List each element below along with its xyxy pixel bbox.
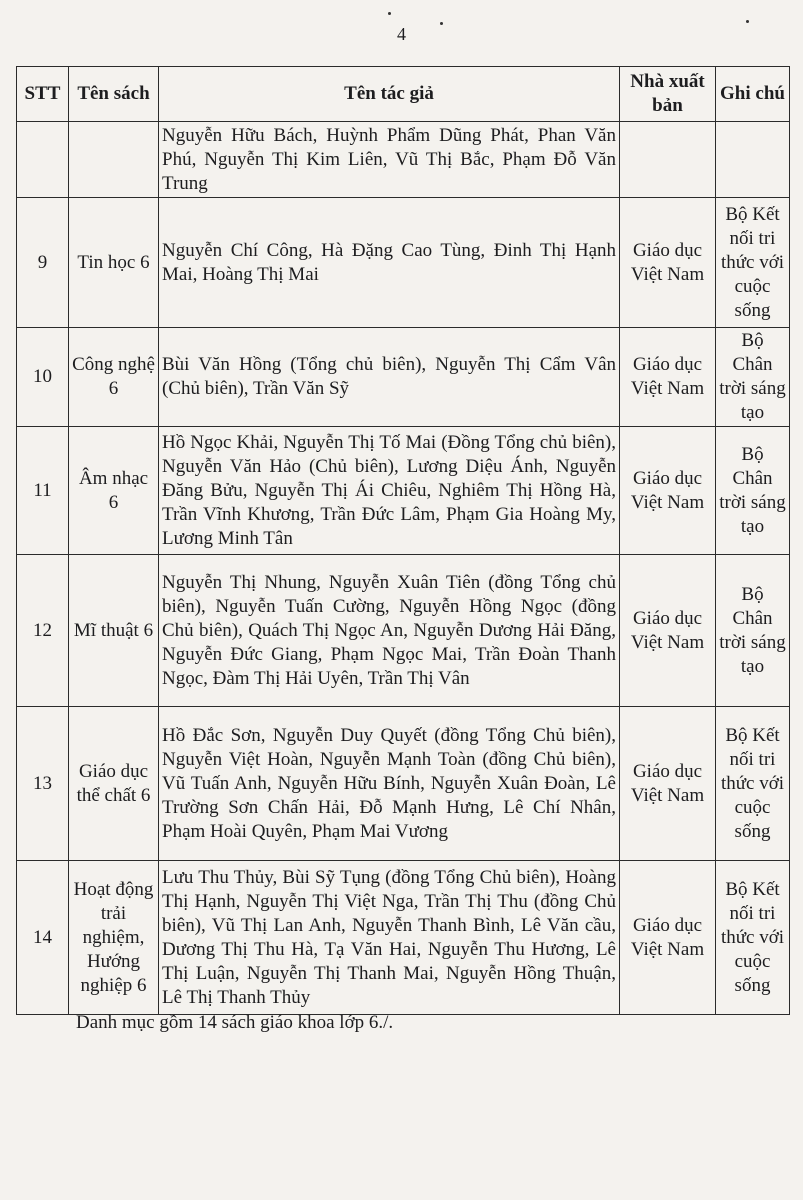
table-row-continued: [17, 122, 790, 198]
authors-cell: Hồ Ngọc Khải, Nguyễn Thị Tố Mai (Đồng Tổng chủ biên), Nguyễn Văn Hảo (Chủ biên), Lương Diệu Ánh, Nguyễn Đăng Bửu, Nguyễn Thị Ái Chiêu, Nghiêm Thị Hồng Hà, Trần Vĩnh Khương, Trần Đức Lâm, Phạm Gia Hoàng My, Lương Minh Tân: [159, 427, 620, 555]
header-book-title: Tên sách: [69, 67, 159, 122]
stt-cell: 9: [17, 198, 69, 328]
table-row: [17, 555, 790, 707]
publisher-cell: Giáo dục Việt Nam: [620, 707, 716, 861]
scan-speck: [388, 12, 391, 15]
header-publisher: Nhà xuất bản: [620, 67, 716, 122]
authors-cell: Bùi Văn Hồng (Tổng chủ biên), Nguyễn Thị Cẩm Vân (Chủ biên), Trần Văn Sỹ: [159, 328, 620, 427]
stt-cell: 12: [17, 555, 69, 707]
note-cell: Bộ Chân trời sáng tạo: [716, 555, 790, 707]
header-stt: STT: [17, 67, 69, 122]
table-row: [17, 427, 790, 555]
note-cell: Bộ Chân trời sáng tạo: [716, 328, 790, 427]
page-number: 4: [397, 24, 406, 44]
note-cell: Bộ Kết nối tri thức với cuộc sống: [716, 198, 790, 328]
authors-cell: Hồ Đắc Sơn, Nguyễn Duy Quyết (đồng Tổng Chủ biên), Nguyễn Việt Hoàn, Nguyễn Mạnh Toàn (đồng Chủ biên), Vũ Tuấn Anh, Nguyễn Hữu Bính, Nguyễn Xuân Đoàn, Lê Trường Sơn Chấn Hải, Đỗ Mạnh Hưng, Lê Chí Nhân, Phạm Hoài Quyên, Phạm Mai Vương: [159, 707, 620, 861]
note-cell: Bộ Chân trời sáng tạo: [716, 427, 790, 555]
header-authors: Tên tác giả: [159, 67, 620, 122]
authors-cell: Lưu Thu Thủy, Bùi Sỹ Tụng (đồng Tổng Chủ biên), Hoàng Thị Hạnh, Nguyễn Thị Việt Nga, Trần Thị Thu (đồng Chủ biên), Vũ Thị Lan Anh, Nguyễn Thanh Bình, Lê Văn cầu, Dương Thị Thu Hà, Tạ Văn Hai, Nguyễn Thu Hương, Lê Thị Luận, Nguyễn Thị Thanh Mai, Nguyễn Hồng Thuận, Lê Thị Thanh Thủy: [159, 861, 620, 1015]
note-cell: [716, 122, 790, 198]
book-title-cell: Âm nhạc 6: [69, 427, 159, 555]
authors-cell: Nguyễn Thị Nhung, Nguyễn Xuân Tiên (đồng Tổng chủ biên), Nguyễn Tuấn Cường, Nguyễn Hồng Ngọc (đồng Chủ biên), Quách Thị Ngọc An, Nguyễn Dương Hải Đăng, Nguyễn Đức Giang, Phạm Ngọc Mai, Trần Đoàn Thanh Ngọc, Đàm Thị Hải Uyên, Trần Thị Vân: [159, 555, 620, 707]
stt-cell: 14: [17, 861, 69, 1015]
book-title-cell: [69, 122, 159, 198]
table-row: [17, 328, 790, 427]
publisher-cell: Giáo dục Việt Nam: [620, 427, 716, 555]
publisher-cell: [620, 122, 716, 198]
catalog-summary: Danh mục gồm 14 sách giáo khoa lớp 6./.: [76, 1012, 394, 1033]
header-note: Ghi chú: [716, 67, 790, 122]
authors-cell: Nguyễn Chí Công, Hà Đặng Cao Tùng, Đinh Thị Hạnh Mai, Hoàng Thị Mai: [159, 198, 620, 328]
book-title-cell: Tin học 6: [69, 198, 159, 328]
stt-cell: [17, 122, 69, 198]
book-title-cell: Hoạt động trải nghiệm, Hướng nghiệp 6: [69, 861, 159, 1015]
table-row: [17, 861, 790, 1015]
book-title-cell: Mĩ thuật 6: [69, 555, 159, 707]
note-cell: Bộ Kết nối tri thức với cuộc sống: [716, 861, 790, 1015]
table-header-row: [17, 67, 790, 122]
stt-cell: 13: [17, 707, 69, 861]
table-row: [17, 707, 790, 861]
publisher-cell: Giáo dục Việt Nam: [620, 328, 716, 427]
book-title-cell: Giáo dục thể chất 6: [69, 707, 159, 861]
note-cell: Bộ Kết nối tri thức với cuộc sống: [716, 707, 790, 861]
table-row: [17, 198, 790, 328]
publisher-cell: Giáo dục Việt Nam: [620, 198, 716, 328]
stt-cell: 10: [17, 328, 69, 427]
publisher-cell: Giáo dục Việt Nam: [620, 555, 716, 707]
stt-cell: 11: [17, 427, 69, 555]
book-title-cell: Công nghệ 6: [69, 328, 159, 427]
authors-cell: Nguyễn Hữu Bách, Huỳnh Phẩm Dũng Phát, Phan Văn Phú, Nguyễn Thị Kim Liên, Vũ Thị Bắc, Phạm Đỗ Văn Trung: [159, 122, 620, 198]
scan-speck: [746, 20, 749, 23]
textbook-catalog-table: [16, 66, 790, 1015]
publisher-cell: Giáo dục Việt Nam: [620, 861, 716, 1015]
